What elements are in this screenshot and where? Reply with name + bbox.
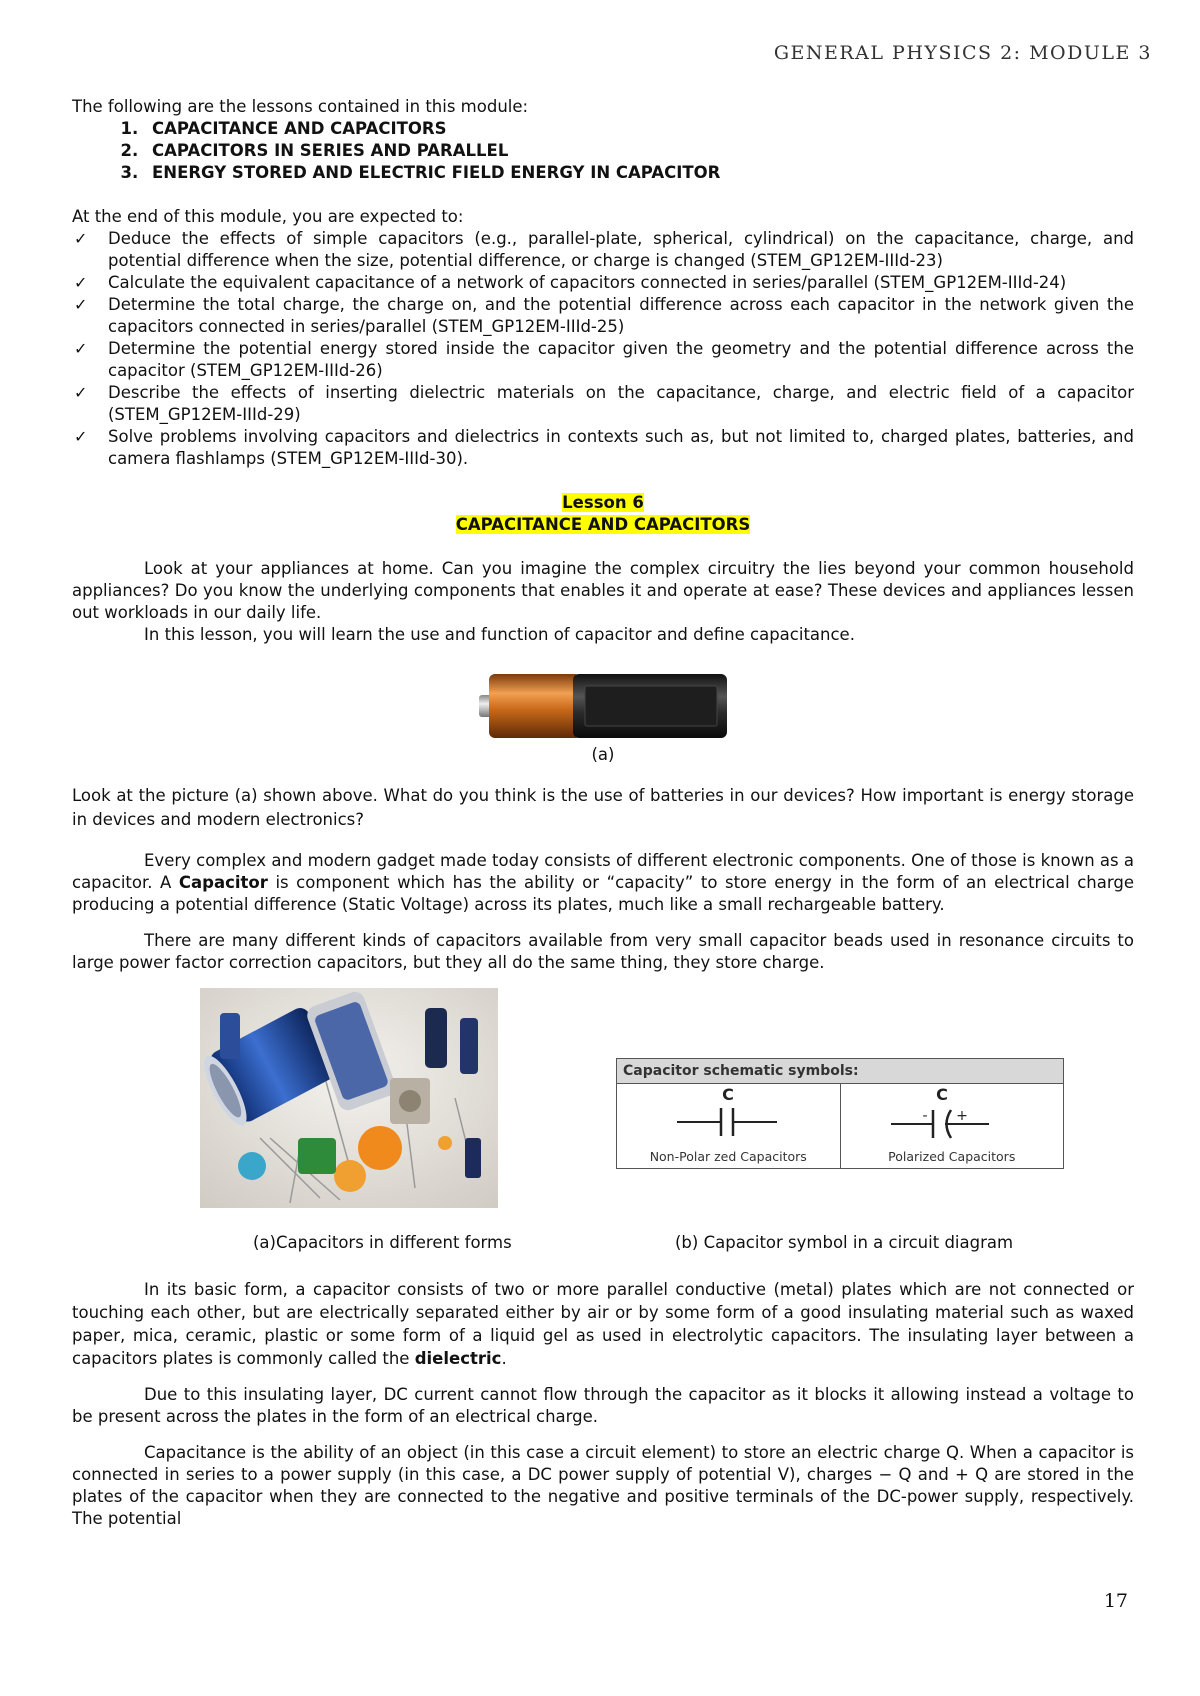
- check-icon: ✓: [74, 229, 88, 248]
- lesson-item: 1. CAPACITANCE AND CAPACITORS: [144, 118, 1134, 140]
- paragraph-definition: Every complex and modern gadget made today consists of different electronic components. One of those is known as a capacitor. A Capacitor is component which has the ability or “capacity” to store energy in the form of an electrical charge producing a potential difference (Static Voltage) across its plates, much like a small rechargeable battery.: [72, 851, 1134, 914]
- paragraph-capacitance: Capacitance is the ability of an object (in this case a circuit element) to store an electric charge Q. When a capacitor is connected in series to a power supply (in this case, a DC power supply of potential V), charges − Q and + Q are stored in the plates of the capacitor when they are connected to the negative and positive terminals of the DC-power supply, respectively. The potential: [72, 1443, 1134, 1528]
- objectives-lead: At the end of this module, you are expected to:: [72, 207, 464, 226]
- objectives-list: [72, 228, 1134, 470]
- objective-item: ✓ Describe the effects of inserting dielectric materials on the capacitance, charge, and electric field of a capacitor (STEM_GP12EM-IIId-29): [74, 383, 1134, 424]
- lesson-heading: [72, 492, 1134, 536]
- battery-figure: [72, 668, 1134, 744]
- term-capacitor: Capacitor: [178, 873, 268, 892]
- check-icon: ✓: [74, 427, 88, 446]
- lesson-item: 3. ENERGY STORED AND ELECTRIC FIELD ENERGY IN CAPACITOR: [144, 162, 1134, 184]
- battery-caption: (a): [591, 745, 615, 764]
- polarized-cell: [840, 1084, 1064, 1168]
- check-icon: ✓: [74, 339, 88, 358]
- paragraph-question: Look at the picture (a) shown above. What do you think is the use of batteries in our devices? How important is energy storage in devices and modern electronics?: [72, 786, 1134, 829]
- caption-capacitor-symbol: (b) Capacitor symbol in a circuit diagram: [675, 1233, 1014, 1252]
- minus-sign: -: [922, 1108, 928, 1124]
- paragraph-insulating-layer: Due to this insulating layer, DC current cannot flow through the capacitor as it blocks it allowing instead a voltage to be present across the plates in the form of an electrical charge.: [72, 1385, 1134, 1426]
- module-content: [72, 96, 1134, 1530]
- capacitor-symbols-table: [616, 1058, 1064, 1169]
- check-icon: ✓: [74, 295, 88, 314]
- non-polarized-cell: [617, 1084, 840, 1168]
- capacitor-label: C: [935, 1085, 948, 1104]
- figures-row: [72, 988, 1134, 1208]
- objective-item: ✓ Solve problems involving capacitors and dielectrics in contexts such as, but not limited to, charged plates, batteries, and camera flashlamps (STEM_GP12EM-IIId-30).: [74, 427, 1134, 468]
- objective-item: ✓ Deduce the effects of simple capacitors (e.g., parallel-plate, spherical, cylindrical) on the capacitance, charge, and potential difference when the size, potential difference, or charge is changed (STEM_GP12EM-IIId-23): [74, 229, 1134, 270]
- figure-captions: [72, 1232, 1134, 1254]
- symbols-heading: Capacitor schematic symbols:: [617, 1059, 1063, 1084]
- lesson-number: Lesson 6: [562, 493, 644, 512]
- paragraph-goal: In this lesson, you will learn the use and function of capacitor and define capacitance.: [144, 625, 855, 644]
- paragraph-basic-form: In its basic form, a capacitor consists of two or more parallel conductive (metal) plates which are not connected or touching each other, but are electrically separated either by air or by some form of a good insulating material such as waxed paper, mica, ceramic, plastic or some form of a liquid gel as used in electrolytic capacitors. The insulating layer between a capacitors plates is commonly called the dielectric.: [72, 1280, 1134, 1368]
- battery-image: [473, 668, 733, 744]
- polarized-symbol: [841, 1084, 1063, 1148]
- capacitors-photo: [200, 988, 498, 1208]
- polarized-label: Polarized Capacitors: [888, 1149, 1016, 1164]
- objective-item: ✓ Calculate the equivalent capacitance of a network of capacitors connected in series/parallel (STEM_GP12EM-IIId-24): [74, 273, 1067, 292]
- non-polarized-symbol: [617, 1084, 839, 1148]
- page-header: GENERAL PHYSICS 2: MODULE 3: [773, 42, 1152, 64]
- lessons-lead: The following are the lessons contained in this module:: [72, 97, 529, 116]
- plus-sign: +: [955, 1108, 968, 1124]
- non-polarized-label: Non-Polar zed Capacitors: [649, 1149, 807, 1164]
- page-number: 17: [1103, 1590, 1128, 1612]
- objective-item: ✓ Determine the total charge, the charge on, and the potential difference across each capacitor in the network given the capacitors connected in series/parallel (STEM_GP12EM-IIId-25): [74, 295, 1134, 336]
- check-icon: ✓: [74, 273, 88, 292]
- objective-item: ✓ Determine the potential energy stored inside the capacitor given the geometry and the potential difference across the capacitor (STEM_GP12EM-IIId-26): [74, 339, 1134, 380]
- paragraph-intro: Look at your appliances at home. Can you imagine the complex circuitry the lies beyond your common household appliances? Do you know the underlying components that enables it and operate at ease? These devices and appliances lessen out workloads in our daily life.: [72, 559, 1134, 622]
- term-dielectric: dielectric: [414, 1349, 502, 1368]
- lessons-list: [72, 118, 1134, 184]
- capacitor-label: C: [722, 1085, 735, 1104]
- caption-capacitors-forms: (a)Capacitors in different forms: [253, 1233, 512, 1252]
- check-icon: ✓: [74, 383, 88, 402]
- paragraph-kinds: There are many different kinds of capacitors available from very small capacitor beads used in resonance circuits to large power factor correction capacitors, but they all do the same thing, they store charge.: [72, 931, 1134, 972]
- lesson-item: 2. CAPACITORS IN SERIES AND PARALLEL: [144, 140, 1134, 162]
- lesson-title: CAPACITANCE AND CAPACITORS: [455, 515, 751, 534]
